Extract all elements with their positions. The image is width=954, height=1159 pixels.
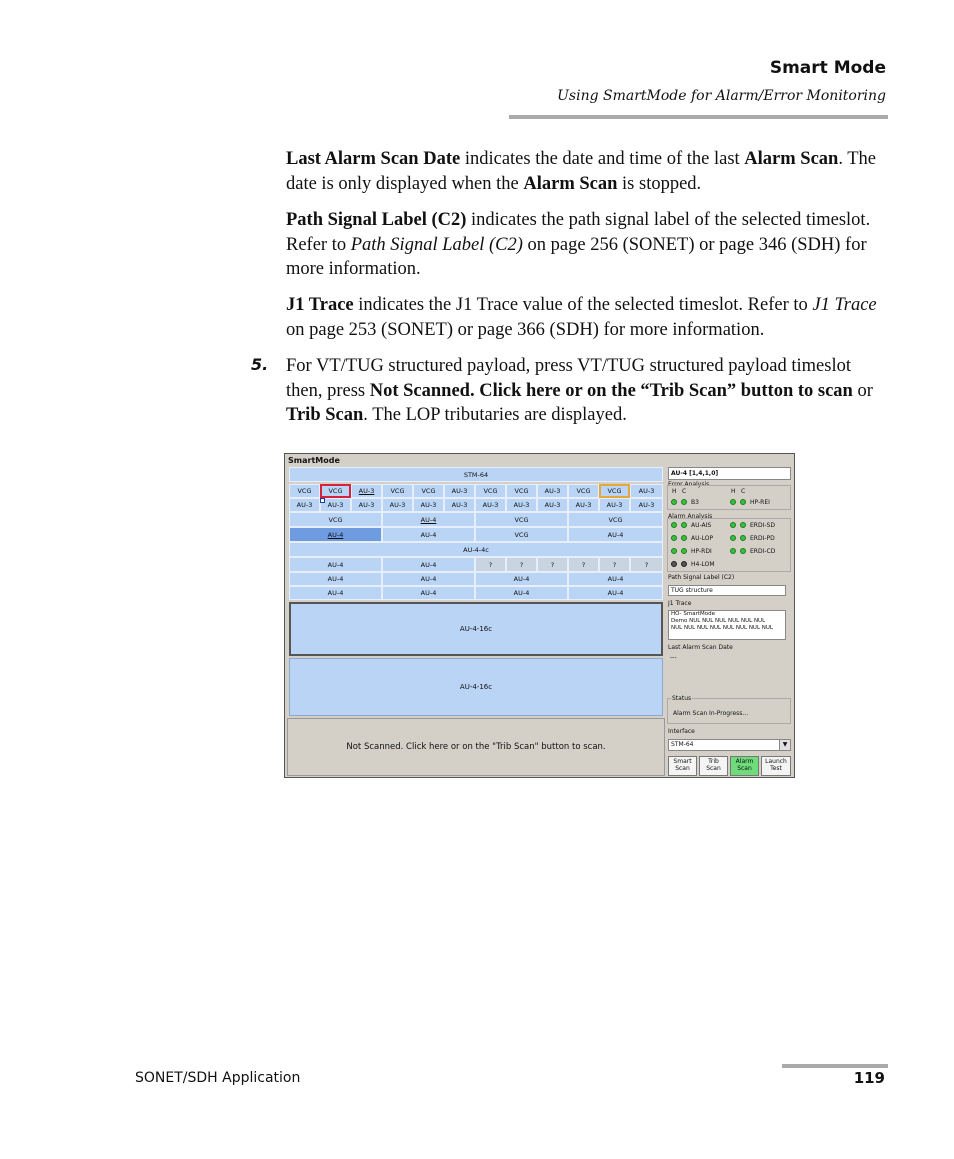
led-green-icon <box>730 499 736 505</box>
alarm-label: H4-LOM <box>691 561 715 568</box>
timeslot-cell[interactable]: AU-3 <box>537 484 568 498</box>
text: . The date is only displayed when the <box>286 149 877 194</box>
smartmode-screenshot <box>284 453 795 778</box>
led-green-icon <box>730 535 736 541</box>
header-rule <box>509 115 888 119</box>
psl-label: Path Signal Label (C2) <box>668 574 735 581</box>
timeslot-cell[interactable]: AU-4 <box>289 557 382 572</box>
term-path-signal-label: Path Signal Label (C2) <box>286 210 467 230</box>
text: is stopped. <box>617 173 702 194</box>
timeslot-cell[interactable]: AU-3 <box>475 498 506 512</box>
trib-scan-button[interactable]: Trib Scan <box>699 756 728 776</box>
led-green-icon <box>671 522 677 528</box>
window-title: SmartMode <box>288 456 340 465</box>
paragraph-j1-trace <box>286 293 886 342</box>
timeslot-cell[interactable]: AU-3 <box>506 498 537 512</box>
term-alarm-scan: Alarm Scan <box>744 149 839 169</box>
timeslot-cell[interactable]: VCG <box>475 484 506 498</box>
psl-value: TUG structure <box>668 585 786 596</box>
timeslot-cell[interactable]: AU-3 <box>351 484 382 498</box>
timeslot-cell[interactable]: AU-3 <box>630 484 663 498</box>
error-analysis-label: Error Analysis <box>668 481 710 488</box>
alarm-label: AU-LOP <box>691 535 714 542</box>
timeslot-cell[interactable]: VCG <box>382 484 413 498</box>
timeslot-cell[interactable]: AU-3 <box>320 498 351 512</box>
last-scan-label: Last Alarm Scan Date <box>668 644 733 651</box>
footer-section: SONET/SDH Application <box>135 1070 301 1086</box>
hp-rei-label: HP-REI <box>750 499 770 506</box>
alarm-label: ERDI-SD <box>750 522 775 529</box>
text: . The LOP tributaries are displayed. <box>363 405 627 425</box>
led-green-icon <box>671 499 677 505</box>
term-alarm-scan: Alarm Scan <box>523 173 618 194</box>
timeslot-cell[interactable]: VCG <box>475 512 568 527</box>
timeslot-cell[interactable]: AU-4 <box>475 572 568 586</box>
timeslot-cell[interactable]: VCG <box>506 484 537 498</box>
term-last-alarm-scan-date: Last Alarm Scan Date <box>286 149 461 169</box>
smart-scan-button[interactable]: Smart Scan <box>668 756 697 776</box>
interface-select[interactable] <box>668 739 791 751</box>
timeslot-cell-concat[interactable]: AU-4-4c <box>289 542 663 557</box>
timeslot-cell[interactable]: AU-4 <box>382 527 475 542</box>
timeslot-cell-active[interactable]: AU-4 <box>289 527 382 542</box>
text: on page 253 (SONET) or page 366 (SDH) for more information. <box>286 319 765 340</box>
stm-header[interactable]: STM-64 <box>289 467 663 482</box>
j1-line2: Demo NUL NUL NUL NUL NUL NUL <box>671 618 766 624</box>
timeslot-cell[interactable]: AU-3 <box>568 498 599 512</box>
led-green-icon <box>740 548 746 554</box>
unscanned-cell[interactable]: ? <box>599 557 630 572</box>
led-green-icon <box>681 522 687 528</box>
timeslot-cell-selected-red[interactable]: VCG <box>320 484 351 498</box>
alarm-scan-button[interactable]: Alarm Scan <box>730 756 759 776</box>
unscanned-cell[interactable]: ? <box>475 557 506 572</box>
marker-icon <box>320 498 325 503</box>
timeslot-cell[interactable]: AU-4 <box>382 572 475 586</box>
led-green-icon <box>681 535 687 541</box>
timeslot-cell[interactable]: AU-3 <box>289 498 320 512</box>
j1-trace-label: J1 Trace <box>668 600 692 607</box>
text: or <box>852 380 873 401</box>
paragraph-last-alarm-scan-date <box>286 147 886 196</box>
unscanned-cell[interactable]: ? <box>506 557 537 572</box>
h-column-label: H <box>731 488 736 495</box>
au4-16c-block-selected[interactable]: AU-4-16c <box>289 602 663 656</box>
xref-j1-trace: J1 Trace <box>812 295 877 315</box>
timeslot-cell[interactable]: AU-3 <box>413 498 444 512</box>
led-green-icon <box>671 548 677 554</box>
timeslot-cell-selected-yellow[interactable]: VCG <box>599 484 630 498</box>
c-column-label: C <box>741 488 746 495</box>
au4-16c-block[interactable]: AU-4-16c <box>289 658 663 716</box>
j1-trace-value <box>668 610 786 640</box>
led-green-icon <box>671 535 677 541</box>
unscanned-cell[interactable]: ? <box>630 557 663 572</box>
alarm-label: AU-AIS <box>691 522 712 529</box>
timeslot-cell[interactable]: VCG <box>289 484 320 498</box>
timeslot-cell[interactable]: AU-3 <box>537 498 568 512</box>
timeslot-cell[interactable]: VCG <box>568 484 599 498</box>
text: indicates the date and time of the last <box>460 149 745 169</box>
text: For VT/TUG structured payload, press VT/TUG structured payload timeslot then, press <box>286 356 851 401</box>
text: indicates the path signal label of the selected timeslot. Refer to <box>286 210 871 255</box>
timeslot-cell[interactable]: AU-4 <box>382 512 475 527</box>
b3-label: B3 <box>691 499 699 506</box>
text: on page 256 (SONET) or page 346 (SDH) for more information. <box>286 234 867 279</box>
timeslot-cell[interactable]: AU-3 <box>444 484 475 498</box>
interface-label: Interface <box>668 728 695 735</box>
timeslot-cell[interactable]: AU-3 <box>630 498 663 512</box>
timeslot-cell[interactable]: VCG <box>568 512 663 527</box>
led-green-icon <box>681 499 687 505</box>
paragraph-step-5 <box>286 354 886 428</box>
j1-line1: HO- SmartMode <box>671 611 715 617</box>
interface-value: STM-64 <box>671 741 694 748</box>
alarm-analysis-label: Alarm Analysis <box>668 513 713 520</box>
timeslot-cell[interactable]: VCG <box>413 484 444 498</box>
timeslot-cell[interactable]: AU-3 <box>599 498 630 512</box>
header-subtitle: Using SmartMode for Alarm/Error Monitoring <box>557 88 886 104</box>
launch-test-button[interactable]: Launch Test <box>761 756 791 776</box>
j1-line3: NUL NUL NUL NUL NUL NUL NUL NUL <box>671 625 773 631</box>
h-column-label: H <box>672 488 677 495</box>
c-column-label: C <box>682 488 687 495</box>
timeslot-cell[interactable]: AU-3 <box>351 498 382 512</box>
led-gray-icon <box>681 561 687 567</box>
selected-timeslot: AU-4 [1,4,1,0] <box>668 467 791 480</box>
timeslot-cell[interactable]: AU-4 <box>382 586 475 600</box>
unscanned-cell[interactable]: ? <box>537 557 568 572</box>
alarm-label: ERDI-CD <box>750 548 776 555</box>
not-scanned-panel[interactable]: Not Scanned. Click here or on the "Trib Scan" button to scan. <box>287 718 665 776</box>
step-number: 5. <box>251 355 269 374</box>
term-trib-scan: Trib Scan <box>286 405 364 425</box>
led-green-icon <box>740 535 746 541</box>
term-not-scanned: Not Scanned. Click here or on the “Trib Scan” button to scan <box>369 380 853 401</box>
xref-path-signal-label: Path Signal Label (C2) <box>350 234 523 255</box>
alarm-label: HP-RDI <box>691 548 712 555</box>
timeslot-cell[interactable]: VCG <box>289 512 382 527</box>
paragraph-path-signal-label <box>286 208 886 282</box>
timeslot-cell[interactable]: AU-4 <box>568 586 663 600</box>
timeslot-cell[interactable]: AU-4 <box>289 586 382 600</box>
last-scan-value: --- <box>670 654 677 661</box>
led-green-icon <box>681 548 687 554</box>
header-title: Smart Mode <box>769 58 886 78</box>
led-green-icon <box>740 499 746 505</box>
timeslot-cell[interactable]: AU-4 <box>475 586 568 600</box>
page-number: 119 <box>853 1069 885 1087</box>
timeslot-cell[interactable]: AU-3 <box>382 498 413 512</box>
timeslot-cell[interactable]: AU-3 <box>444 498 475 512</box>
led-green-icon <box>730 522 736 528</box>
term-j1-trace: J1 Trace <box>286 295 354 315</box>
text: indicates the J1 Trace value of the selected timeslot. Refer to <box>353 295 813 315</box>
led-green-icon <box>740 522 746 528</box>
footer-rule <box>782 1064 888 1068</box>
status-label: Status <box>672 695 692 702</box>
led-green-icon <box>730 548 736 554</box>
timeslot-cell[interactable]: AU-4 <box>568 572 663 586</box>
timeslot-cell[interactable]: AU-4 <box>568 527 663 542</box>
timeslot-cell[interactable]: AU-4 <box>289 572 382 586</box>
alarm-label: ERDI-PD <box>750 535 775 542</box>
chevron-down-icon[interactable]: ▼ <box>779 740 790 750</box>
unscanned-cell[interactable]: ? <box>568 557 599 572</box>
timeslot-cell[interactable]: VCG <box>475 527 568 542</box>
led-gray-icon <box>671 561 677 567</box>
timeslot-cell[interactable]: AU-4 <box>382 557 475 572</box>
status-value: Alarm Scan In-Progress... <box>673 710 749 717</box>
